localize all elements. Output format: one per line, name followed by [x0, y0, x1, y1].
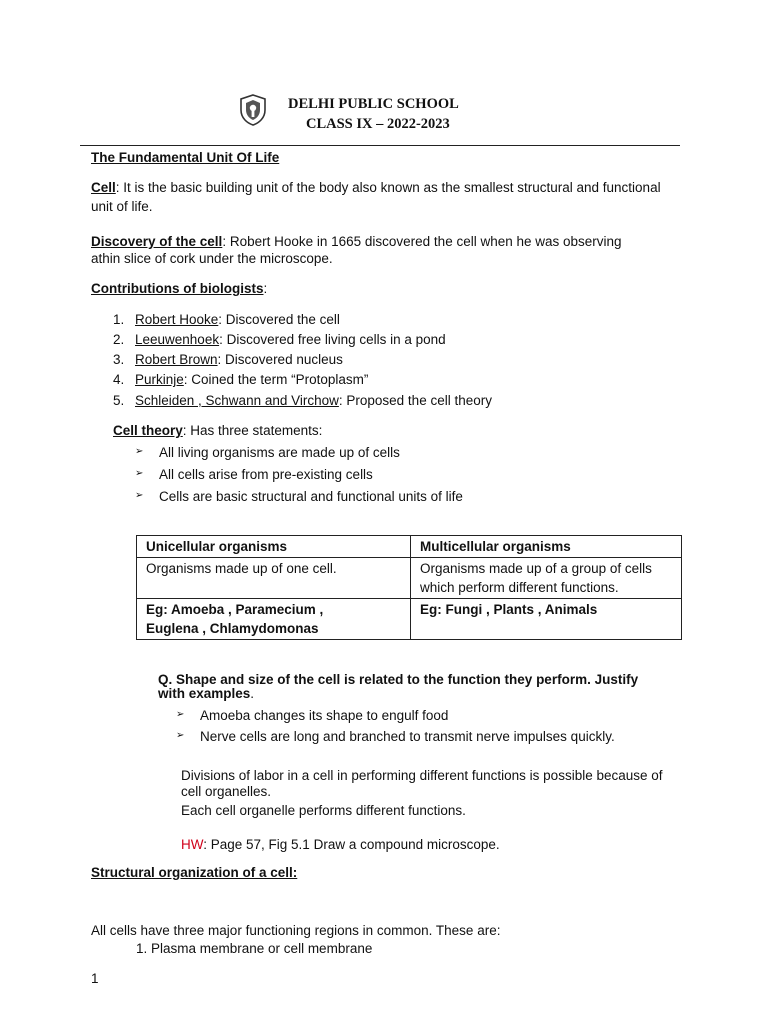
arrowhead-bullet-icon: ➢ [135, 490, 144, 501]
table-cell: Eg: Amoeba , Paramecium , Euglena , Chlamydomonas [137, 599, 411, 640]
list-item: 4. Purkinje: Coined the term “Protoplasm” [113, 372, 369, 387]
table-row [137, 536, 682, 558]
list-item: ➢ Amoeba changes its shape to engulf food [176, 708, 449, 723]
arrowhead-bullet-icon: ➢ [135, 446, 144, 457]
table-cell: Organisms made up of one cell. [137, 558, 411, 599]
list-item: ➢ All living organisms are made up of cells [135, 445, 400, 460]
contributions-heading: Contributions of biologists: [91, 281, 268, 296]
list-item: ➢ Nerve cells are long and branched to transmit nerve impulses quickly. [176, 729, 615, 744]
cell-definition-line2: unit of life. [91, 199, 153, 214]
question-line1: Q. Shape and size of the cell is related to the function they perform. Justify [158, 672, 639, 687]
page-number: 1 [91, 971, 99, 986]
list-item: 2. Leeuwenhoek: Discovered free living cells in a pond [113, 332, 446, 347]
list-item: 5. Schleiden , Schwann and Virchow: Proposed the cell theory [113, 393, 492, 408]
class-year: CLASS IX – 2022-2023 [306, 116, 450, 132]
list-item: 1. Plasma membrane or cell membrane [136, 941, 373, 956]
arrowhead-bullet-icon: ➢ [135, 468, 144, 479]
cell-definition-text: : It is the basic building unit of the body also known as the smallest structural and functional [115, 180, 661, 195]
structural-heading: Structural organization of a cell: [91, 865, 298, 880]
table-header-cell: Multicellular organisms [411, 536, 682, 558]
organelle-paragraph-line2: cell organelles. [181, 784, 272, 799]
table-header-cell: Unicellular organisms [137, 536, 411, 558]
organelle-paragraph-line1: Divisions of labor in a cell in performing different functions is possible because of [181, 768, 663, 783]
homework-line: HW: Page 57, Fig 5.1 Draw a compound microscope. [181, 837, 500, 852]
table-cell: Organisms made up of a group of cells which perform different functions. [411, 558, 682, 599]
homework-label: HW [181, 837, 204, 852]
organisms-table [136, 535, 682, 640]
table-row [137, 558, 682, 599]
discovery-text: : Robert Hooke in 1665 discovered the cell when he was observing [222, 234, 622, 249]
cell-theory-heading: Cell theory: Has three statements: [113, 423, 323, 438]
table-row [137, 599, 682, 640]
question-line2: with examples. [158, 686, 255, 701]
arrowhead-bullet-icon: ➢ [176, 709, 185, 720]
arrowhead-bullet-icon: ➢ [176, 730, 185, 741]
cell-term: Cell [91, 180, 116, 195]
structural-intro: All cells have three major functioning regions in common. These are: [91, 923, 501, 938]
list-item: ➢ Cells are basic structural and functional units of life [135, 489, 463, 504]
chapter-title: The Fundamental Unit Of Life [91, 150, 280, 165]
organelle-paragraph-line3: Each cell organelle performs different functions. [181, 803, 466, 818]
discovery-term: Discovery of the cell [91, 234, 223, 249]
list-item: 1. Robert Hooke: Discovered the cell [113, 312, 340, 327]
list-item: 3. Robert Brown: Discovered nucleus [113, 352, 343, 367]
cell-definition-line1 [91, 179, 661, 196]
school-name: DELHI PUBLIC SCHOOL [288, 96, 459, 112]
table-cell: Eg: Fungi , Plants , Animals [411, 599, 682, 640]
school-logo-icon [238, 94, 268, 126]
discovery-line2: athin slice of cork under the microscope. [91, 251, 333, 266]
list-item: ➢ All cells arise from pre-existing cells [135, 467, 373, 482]
header-divider [80, 145, 680, 146]
discovery-line1 [91, 233, 622, 250]
